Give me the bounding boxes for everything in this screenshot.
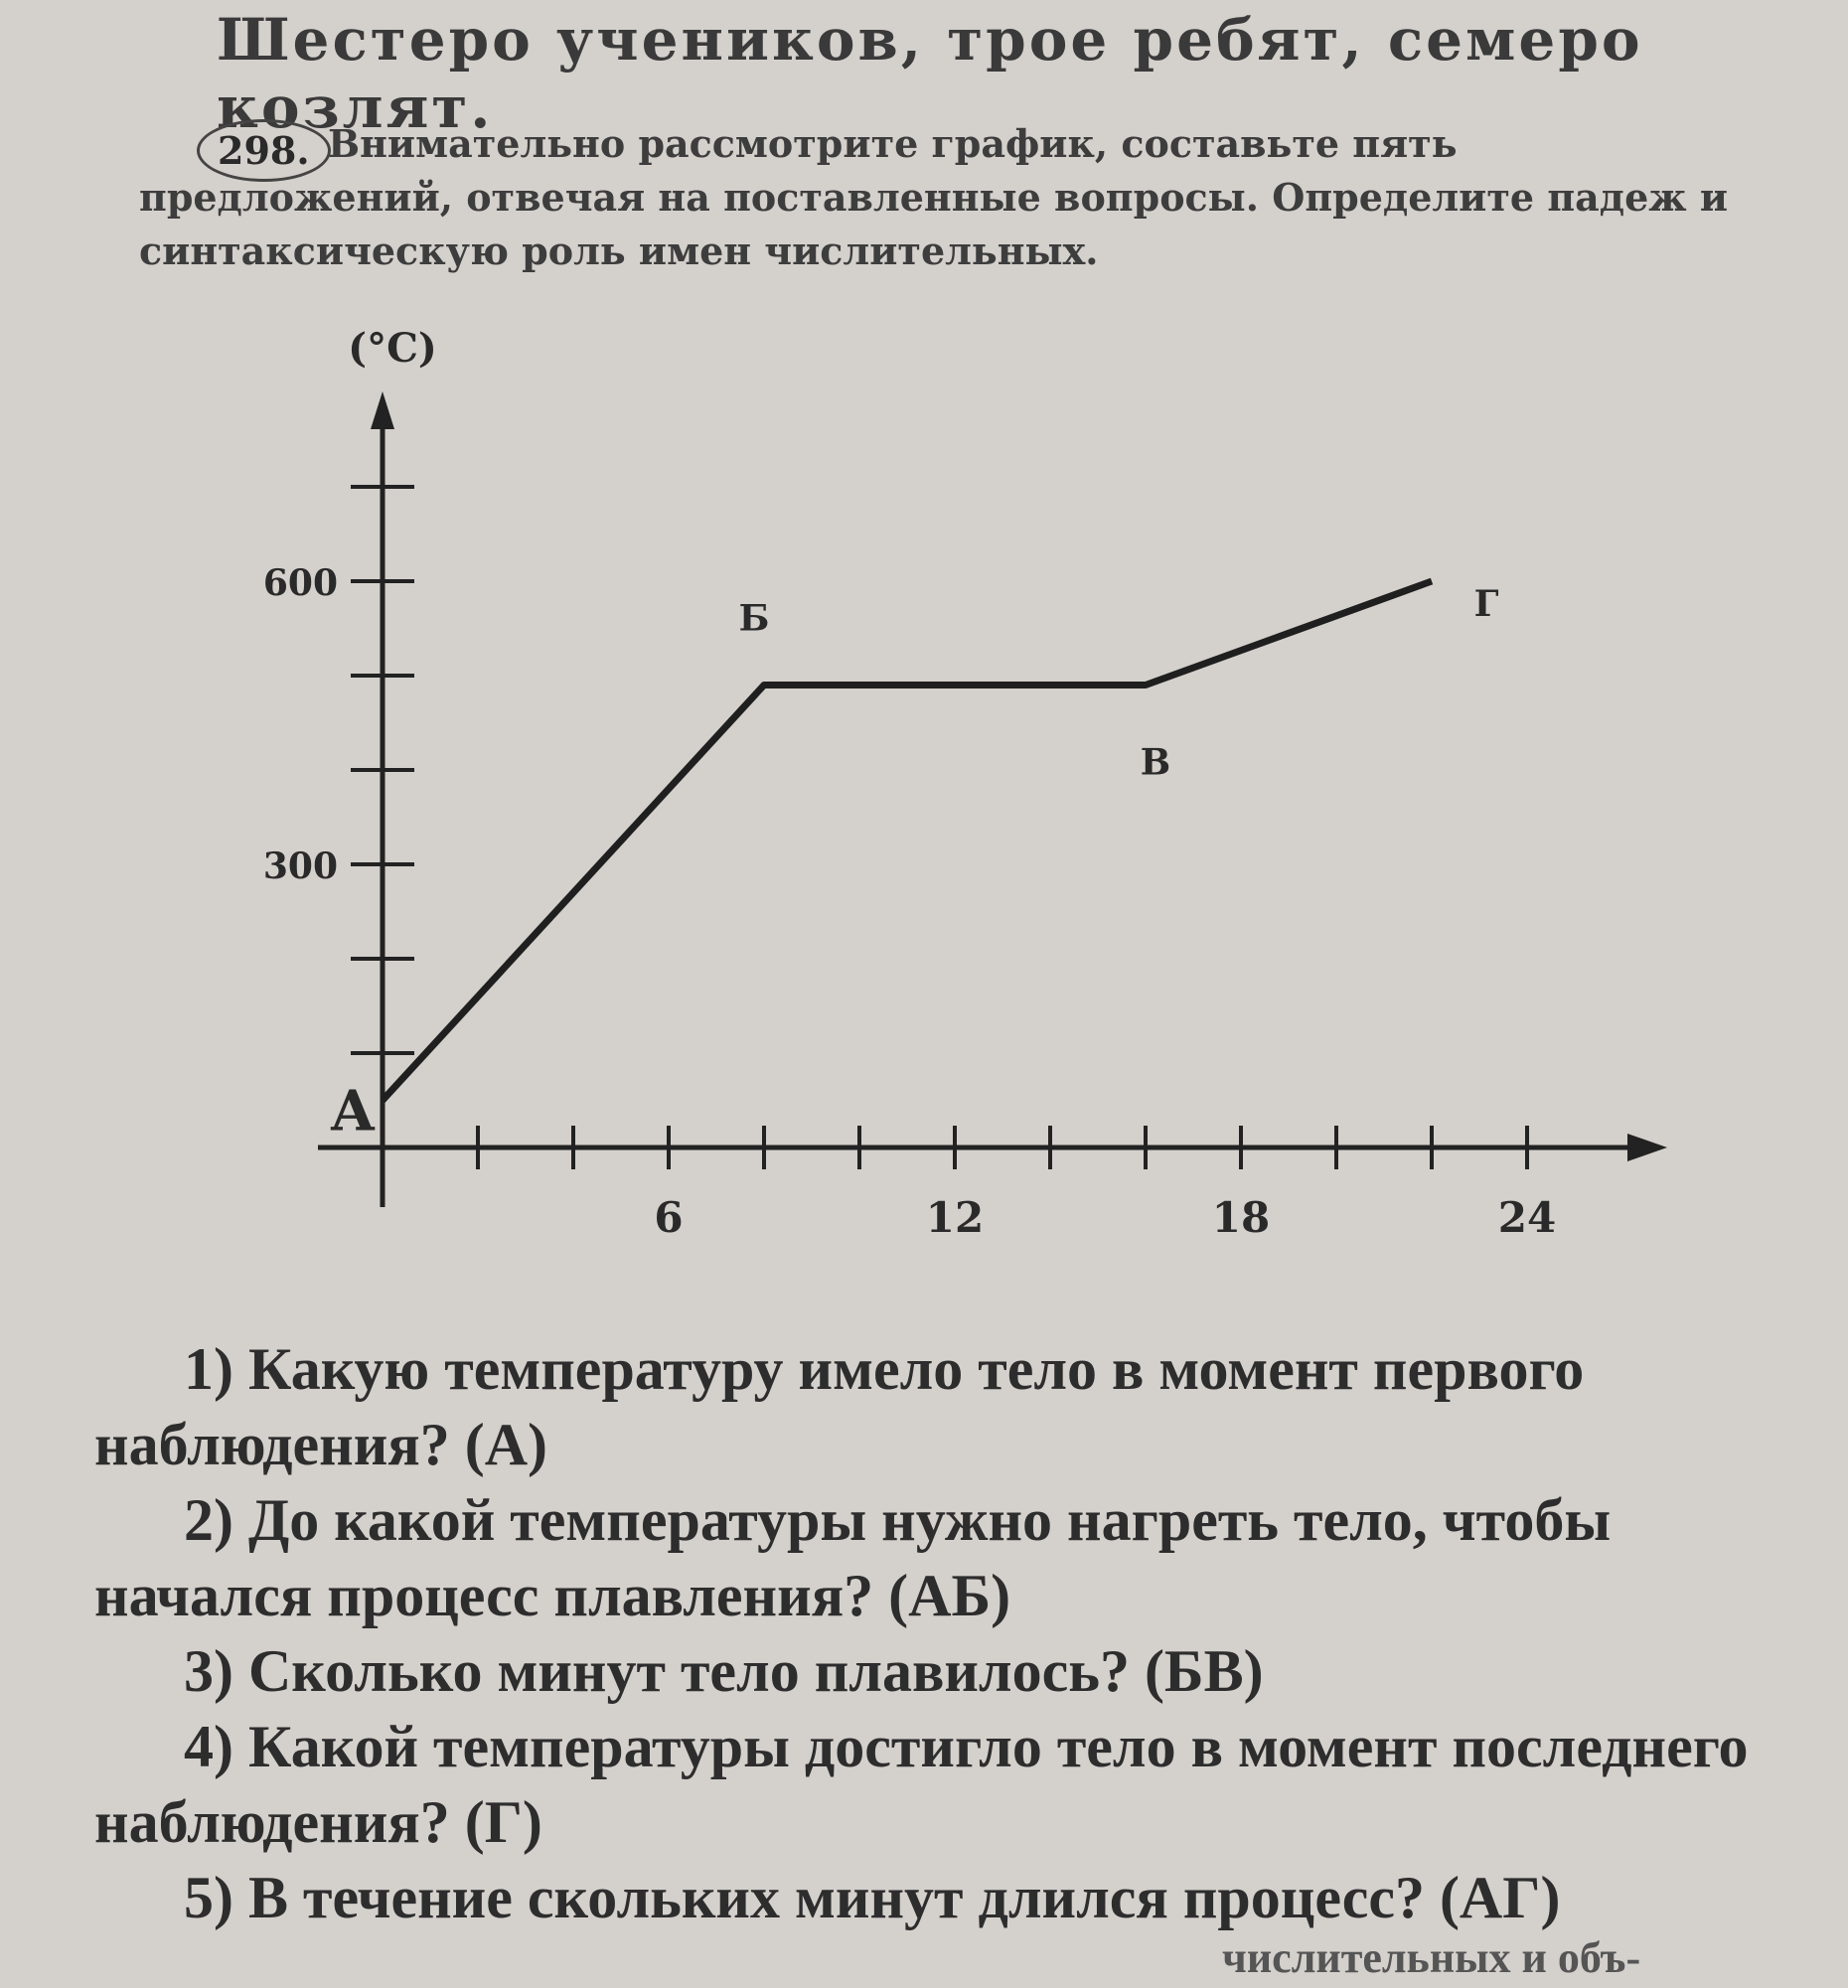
- questions-list: [94, 1331, 1803, 1935]
- task-number: 298.: [197, 119, 331, 182]
- question-3: 3) Сколько минут тело плавилось? (БВ): [184, 1638, 1264, 1704]
- question-1: 1) Какую температуру имело тело в момент первого наблюдения? (А): [94, 1336, 1585, 1477]
- x-tick-label: 12: [925, 1193, 985, 1242]
- y-tick-label: 600: [262, 562, 338, 604]
- x-tick-label: 6: [654, 1193, 684, 1242]
- question-2: 2) До какой температуры нужно нагреть тело, чтобы начался процесс плавления? (АБ): [94, 1487, 1612, 1628]
- y-tick-label: 300: [262, 845, 338, 887]
- next-exercise-fragment: числительных и объ-: [1222, 1933, 1641, 1982]
- y-axis-label: (°C): [348, 325, 437, 372]
- previous-exercise-line: Шестеро учеников, трое ребят, семеро козлят.: [217, 6, 1643, 141]
- y-axis-arrow: [371, 391, 394, 429]
- question-5: 5) В течение скольких минут длился процесс? (АГ): [184, 1865, 1561, 1930]
- x-tick-label: 24: [1497, 1193, 1557, 1242]
- question-4: 4) Какой температуры достигло тело в момент последнего наблюдения? (Г): [94, 1714, 1749, 1855]
- x-axis-arrow: [1627, 1134, 1667, 1161]
- point-label: Г: [1473, 583, 1499, 625]
- point-label: А: [330, 1078, 376, 1145]
- task-instruction: Внимательно рассмотрите график, составьте пять предложений, отвечая на поставленные вопросы. Определите падеж и синтаксическую роль имен числительных.: [139, 121, 1729, 273]
- x-tick-label: 18: [1211, 1193, 1271, 1242]
- point-label: Б: [738, 597, 770, 640]
- series-line: [383, 581, 1432, 1101]
- point-label: В: [1140, 741, 1171, 784]
